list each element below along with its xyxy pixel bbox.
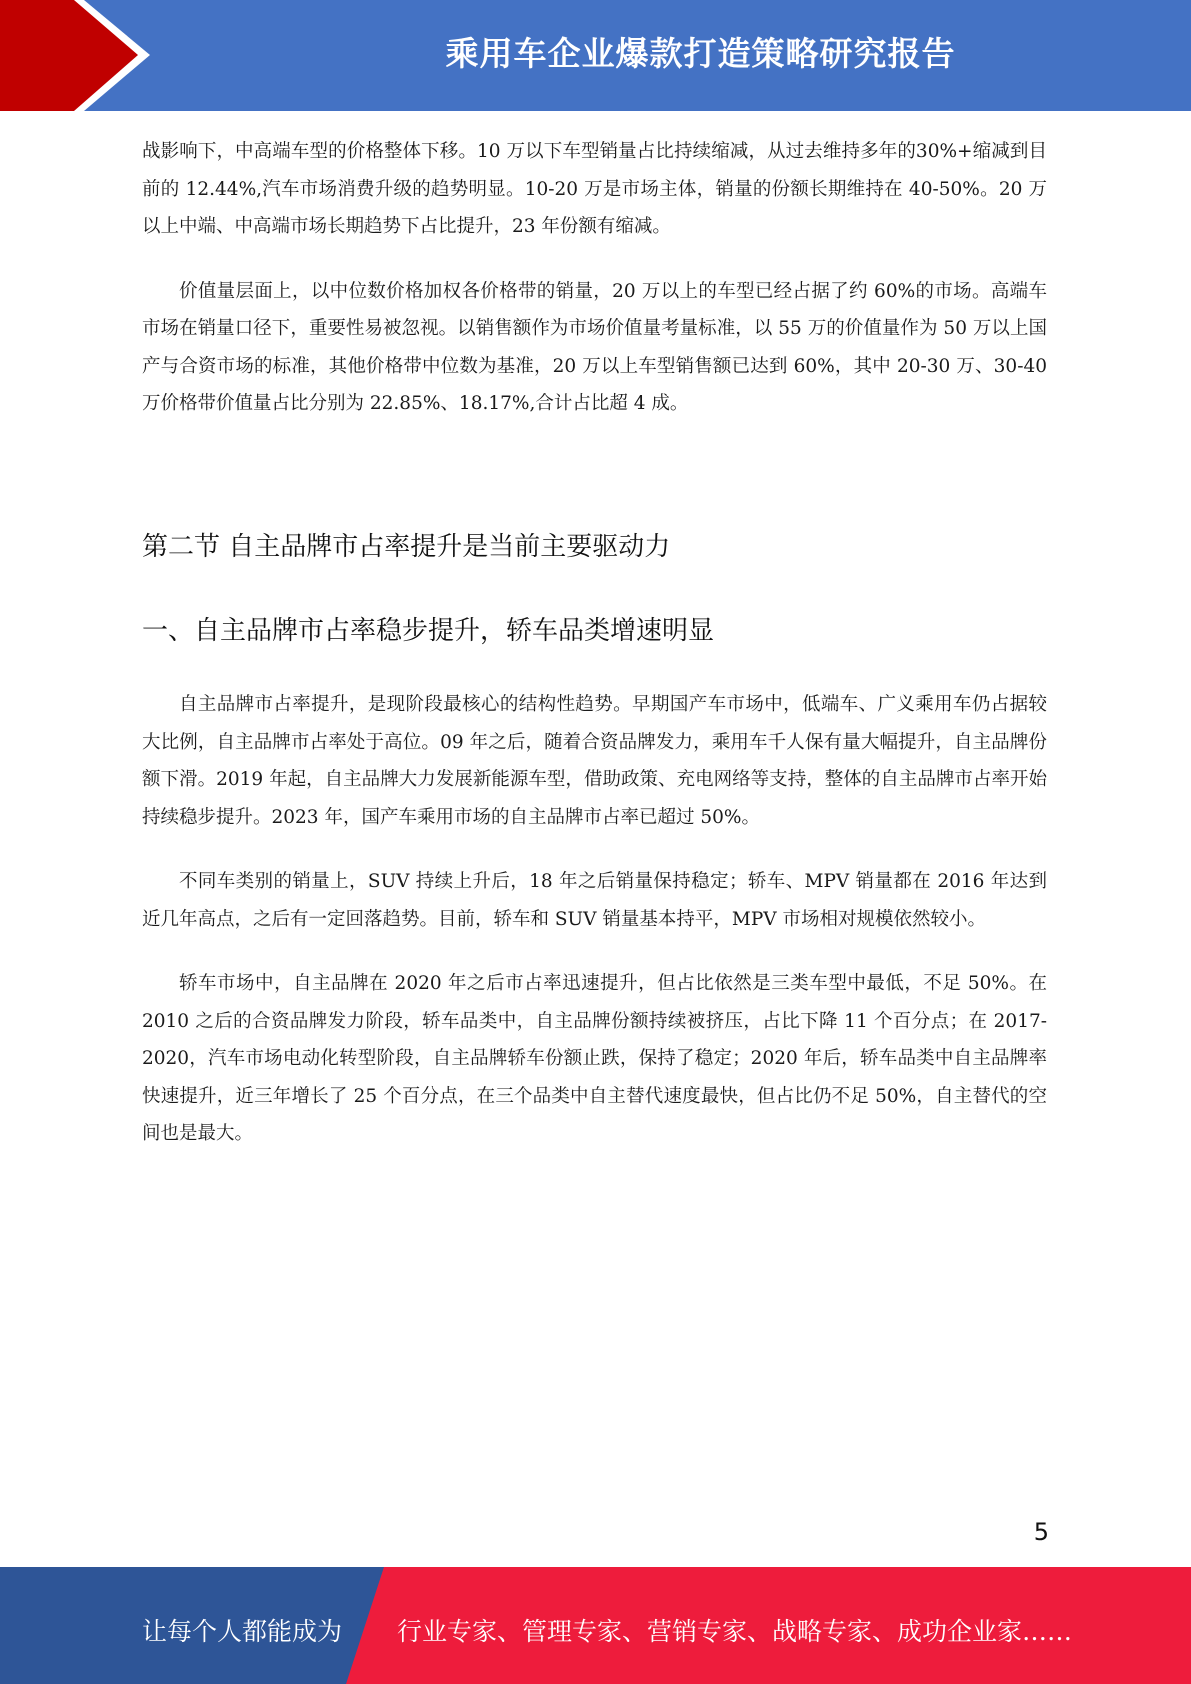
section-body: [142, 686, 1047, 1153]
paragraph: 不同车类别的销量上，SUV 持续上升后，18 年之后销量保持稳定；轿车、MPV 销量都在 2016 年达到近几年高点，之后有一定回落趋势。目前，轿车和 SUV 销量基本持平，MPV 市场相对规模依然较小。: [142, 871, 1047, 930]
paragraph: 轿车市场中，自主品牌在 2020 年之后市占率迅速提升，但占比依然是三类车型中最低，不足 50%。在 2010 之后的合资品牌发力阶段，轿车品类中，自主品牌份额持续被挤压，占比下降 11 个百分点；在 2017-2020，汽车市场电动化转型阶段，自主品牌轿车份额止跌，保持了稳定；2020 年后，轿车品类中自主品牌率快速提升，近三年增长了 25 个百分点，在三个品类中自主替代速度最快，但占比仍不足 50%，自主替代的空间也是最大。: [142, 973, 1047, 1144]
subsection-heading: 一、自主品牌市占率稳步提升，轿车品类增速明显: [142, 616, 715, 646]
page-footer: [0, 1567, 1191, 1684]
section-heading: 第二节 自主品牌市占率提升是当前主要驱动力: [142, 532, 671, 562]
paragraph: 自主品牌市占率提升，是现阶段最核心的结构性趋势。早期国产车市场中，低端车、广义乘用车仍占据较大比例，自主品牌市占率处于高位。09 年之后，随着合资品牌发力，乘用车千人保有量大幅提升，自主品牌份额下滑。2019 年起，自主品牌大力发展新能源车型，借助政策、充电网络等支持，整体的自主品牌市占率开始持续稳步提升。2023 年，国产车乘用市场的自主品牌市占率已超过 50%。: [142, 694, 1047, 828]
page-header: [0, 0, 1191, 111]
report-title: 乘用车企业爆款打造策略研究报告: [445, 34, 956, 73]
footer-slogan-right: 行业专家、管理专家、营销专家、战略专家、成功企业家……: [397, 1617, 1073, 1646]
intro-text: [142, 133, 1047, 423]
paragraph: 战影响下，中高端车型的价格整体下移。10 万以下车型销量占比持续缩减，从过去维持多年的30%+缩减到目前的 12.44%,汽车市场消费升级的趋势明显。10-20 万是市场主体，销量的份额长期维持在 40-50%。20 万以上中端、中高端市场长期趋势下占比提升，23 年份额有缩减。: [142, 141, 1047, 237]
footer-slogan-left: 让每个人都能成为: [142, 1617, 343, 1646]
page-number: 5: [1033, 1518, 1049, 1546]
paragraph: 价值量层面上，以中位数价格加权各价格带的销量，20 万以上的车型已经占据了约 60%的市场。高端车市场在销量口径下，重要性易被忽视。以销售额作为市场价值量考量标准，以 55 万的价值量作为 50 万以上国产与合资市场的标准，其他价格带中位数为基准，20 万以上车型销售额已达到 60%，其中 20-30 万、30-40 万价格带价值量占比分别为 22.85%、18.17%,合计占比超 4 成。: [142, 280, 1047, 414]
